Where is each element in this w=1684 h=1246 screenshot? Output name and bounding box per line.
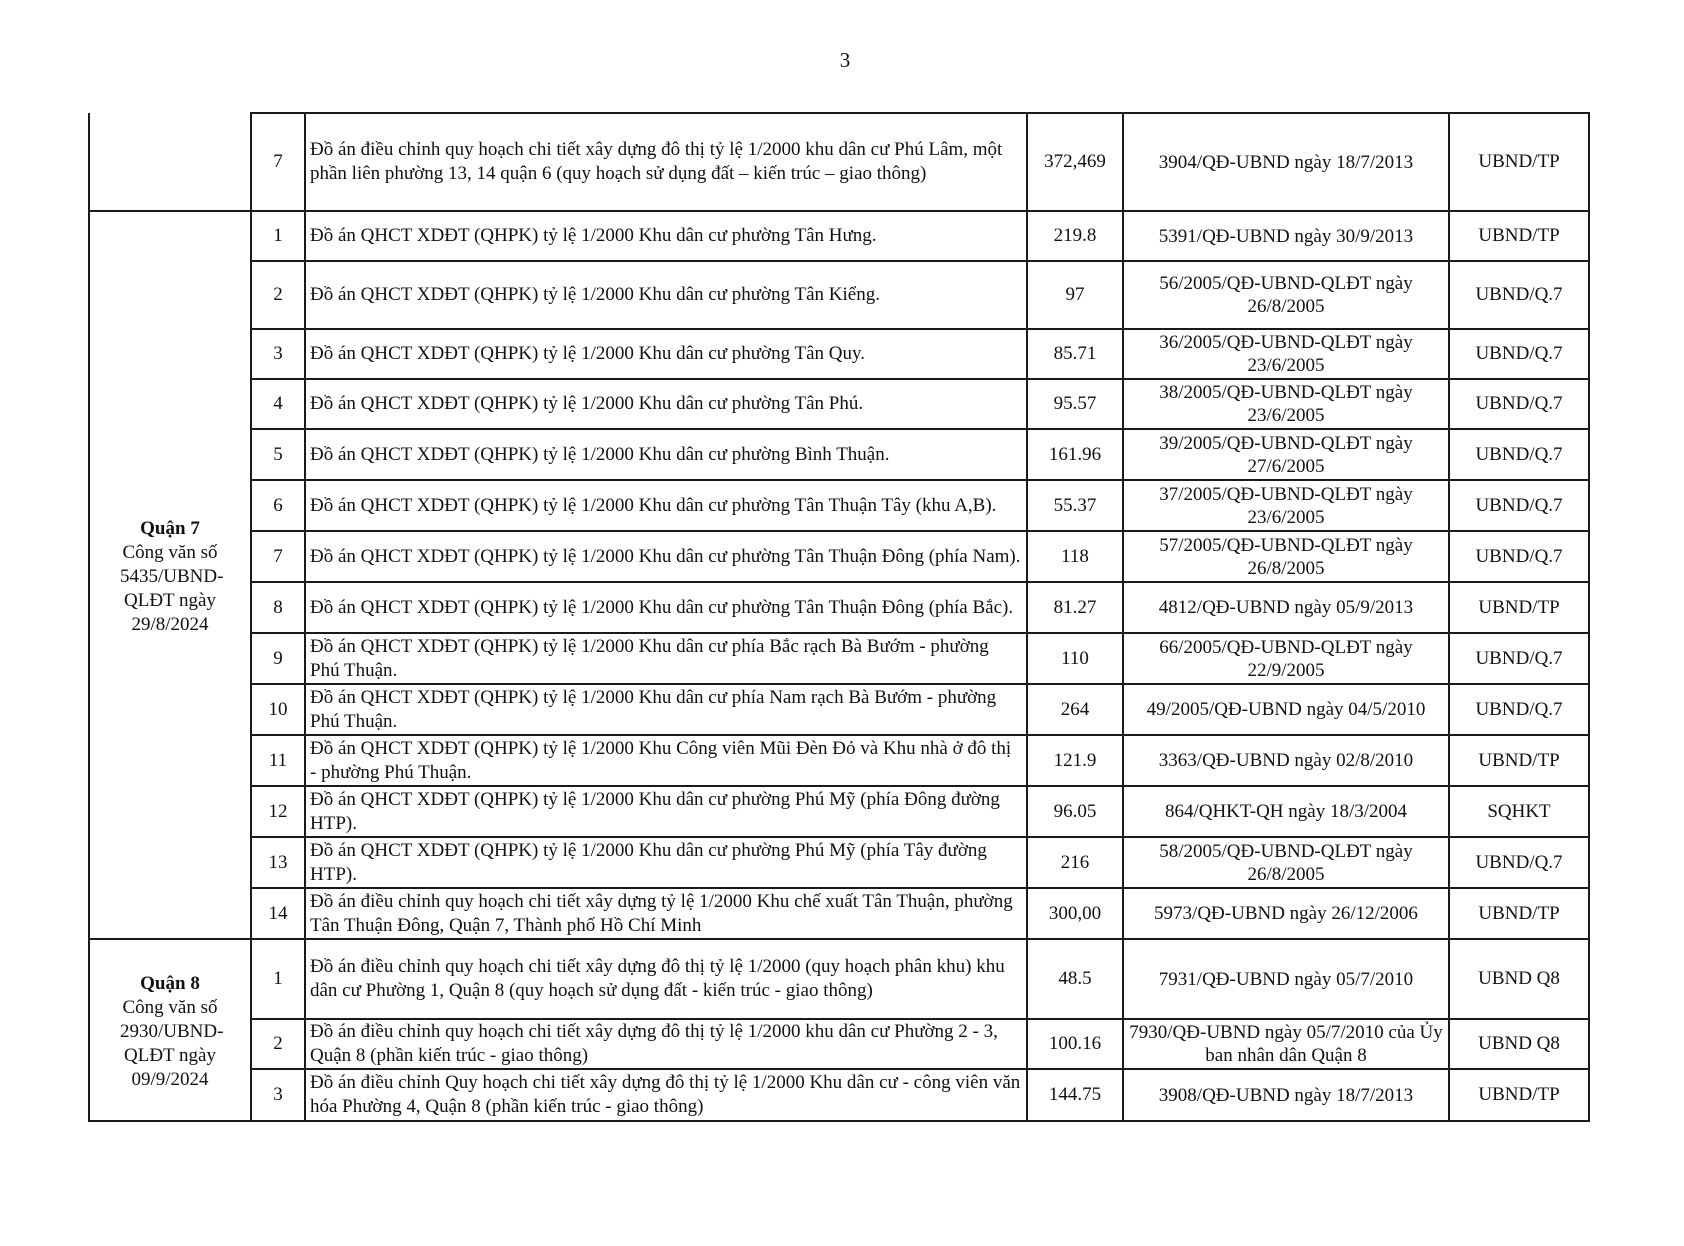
approving-authority: UBND/Q.7 — [1449, 429, 1589, 480]
table-row — [89, 939, 1589, 1019]
row-number: 13 — [251, 837, 305, 888]
area-value: 100.16 — [1027, 1019, 1123, 1069]
table-row — [89, 211, 1589, 261]
area-value: 264 — [1027, 684, 1123, 735]
planning-table — [88, 112, 1590, 1122]
table-row — [89, 531, 1589, 582]
table-row — [89, 684, 1589, 735]
decision-number: 7931/QĐ-UBND ngày 05/7/2010 — [1123, 939, 1449, 1019]
table-row — [89, 429, 1589, 480]
table-row — [89, 261, 1589, 329]
approving-authority: UBND/Q.7 — [1449, 329, 1589, 379]
row-number: 9 — [251, 633, 305, 684]
approving-authority: UBND/Q.7 — [1449, 684, 1589, 735]
district-document: Công văn số 5435/UBND-QLĐT ngày 29/8/2024 — [120, 542, 224, 635]
project-name: Đồ án điều chỉnh quy hoạch chi tiết xây dựng tỷ lệ 1/2000 Khu chế xuất Tân Thuận, phường Tân Thuận Đông, Quận 7, Thành phố Hồ Chí Minh — [305, 888, 1027, 939]
area-value: 97 — [1027, 261, 1123, 329]
row-number: 2 — [251, 1019, 305, 1069]
area-value: 144.75 — [1027, 1069, 1123, 1121]
area-value: 216 — [1027, 837, 1123, 888]
project-name: Đồ án QHCT XDĐT (QHPK) tỷ lệ 1/2000 Khu dân cư phường Tân Quy. — [305, 329, 1027, 379]
district-cell — [89, 113, 251, 211]
row-number: 3 — [251, 1069, 305, 1121]
row-number: 3 — [251, 329, 305, 379]
project-name: Đồ án điều chỉnh quy hoạch chi tiết xây dựng đô thị tỷ lệ 1/2000 (quy hoạch phân khu) khu dân cư Phường 1, Quận 8 (quy hoạch sử dụng đất - kiến trúc - giao thông) — [305, 939, 1027, 1019]
approving-authority: UBND/TP — [1449, 211, 1589, 261]
district-cell — [89, 939, 251, 1121]
area-value: 85.71 — [1027, 329, 1123, 379]
page-number: 3 — [839, 48, 851, 72]
table-row — [89, 1019, 1589, 1069]
area-value: 96.05 — [1027, 786, 1123, 837]
area-value: 95.57 — [1027, 379, 1123, 429]
approving-authority: UBND/Q.7 — [1449, 261, 1589, 329]
project-name: Đồ án điều chỉnh Quy hoạch chi tiết xây dựng đô thị tỷ lệ 1/2000 Khu dân cư - công viên văn hóa Phường 4, Quận 8 (phần kiến trúc - giao thông) — [305, 1069, 1027, 1121]
decision-number: 5973/QĐ-UBND ngày 26/12/2006 — [1123, 888, 1449, 939]
area-value: 55.37 — [1027, 480, 1123, 531]
area-value: 81.27 — [1027, 582, 1123, 633]
table-row — [89, 480, 1589, 531]
decision-number: 3363/QĐ-UBND ngày 02/8/2010 — [1123, 735, 1449, 786]
decision-number: 58/2005/QĐ-UBND-QLĐT ngày 26/8/2005 — [1123, 837, 1449, 888]
row-number: 10 — [251, 684, 305, 735]
area-value: 372,469 — [1027, 113, 1123, 211]
row-number: 7 — [251, 113, 305, 211]
table-row — [89, 113, 1589, 211]
approving-authority: UBND/Q.7 — [1449, 379, 1589, 429]
area-value: 161.96 — [1027, 429, 1123, 480]
project-name: Đồ án QHCT XDĐT (QHPK) tỷ lệ 1/2000 Khu dân cư phường Tân Thuận Đông (phía Bắc). — [305, 582, 1027, 633]
row-number: 2 — [251, 261, 305, 329]
approving-authority: UBND/TP — [1449, 113, 1589, 211]
approving-authority: UBND/Q.7 — [1449, 480, 1589, 531]
approving-authority: SQHKT — [1449, 786, 1589, 837]
project-name: Đồ án QHCT XDĐT (QHPK) tỷ lệ 1/2000 Khu dân cư phường Tân Hưng. — [305, 211, 1027, 261]
approving-authority: UBND/TP — [1449, 735, 1589, 786]
table-row — [89, 329, 1589, 379]
decision-number: 3904/QĐ-UBND ngày 18/7/2013 — [1123, 113, 1449, 211]
area-value: 110 — [1027, 633, 1123, 684]
area-value: 48.5 — [1027, 939, 1123, 1019]
project-name: Đồ án QHCT XDĐT (QHPK) tỷ lệ 1/2000 Khu dân cư phía Nam rạch Bà Bướm - phường Phú Thuận. — [305, 684, 1027, 735]
table-row — [89, 786, 1589, 837]
table-row — [89, 888, 1589, 939]
area-value: 300,00 — [1027, 888, 1123, 939]
row-number: 7 — [251, 531, 305, 582]
approving-authority: UBND/Q.7 — [1449, 837, 1589, 888]
approving-authority: UBND/TP — [1449, 582, 1589, 633]
decision-number: 5391/QĐ-UBND ngày 30/9/2013 — [1123, 211, 1449, 261]
decision-number: 4812/QĐ-UBND ngày 05/9/2013 — [1123, 582, 1449, 633]
decision-number: 37/2005/QĐ-UBND-QLĐT ngày 23/6/2005 — [1123, 480, 1449, 531]
decision-number: 66/2005/QĐ-UBND-QLĐT ngày 22/9/2005 — [1123, 633, 1449, 684]
project-name: Đồ án QHCT XDĐT (QHPK) tỷ lệ 1/2000 Khu dân cư phường Bình Thuận. — [305, 429, 1027, 480]
district-name: Quận 8 — [140, 973, 200, 994]
project-name: Đồ án điều chỉnh quy hoạch chi tiết xây dựng đô thị tỷ lệ 1/2000 khu dân cư Phú Lâm, một phần liên phường 13, 14 quận 6 (quy hoạch sử dụng đất – kiến trúc – giao thông) — [305, 113, 1027, 211]
approving-authority: UBND/TP — [1449, 888, 1589, 939]
district-cell — [89, 211, 251, 939]
row-number: 6 — [251, 480, 305, 531]
row-number: 8 — [251, 582, 305, 633]
table-row — [89, 633, 1589, 684]
decision-number: 39/2005/QĐ-UBND-QLĐT ngày 27/6/2005 — [1123, 429, 1449, 480]
decision-number: 7930/QĐ-UBND ngày 05/7/2010 của Ủy ban nhân dân Quận 8 — [1123, 1019, 1449, 1069]
project-name: Đồ án QHCT XDĐT (QHPK) tỷ lệ 1/2000 Khu dân cư phường Tân Phú. — [305, 379, 1027, 429]
area-value: 219.8 — [1027, 211, 1123, 261]
project-name: Đồ án QHCT XDĐT (QHPK) tỷ lệ 1/2000 Khu dân cư phía Bắc rạch Bà Bướm - phường Phú Thuận. — [305, 633, 1027, 684]
decision-number: 864/QHKT-QH ngày 18/3/2004 — [1123, 786, 1449, 837]
table-row — [89, 837, 1589, 888]
project-name: Đồ án QHCT XDĐT (QHPK) tỷ lệ 1/2000 Khu dân cư phường Tân Thuận Tây (khu A,B). — [305, 480, 1027, 531]
row-number: 4 — [251, 379, 305, 429]
row-number: 14 — [251, 888, 305, 939]
decision-number: 49/2005/QĐ-UBND ngày 04/5/2010 — [1123, 684, 1449, 735]
table-row — [89, 735, 1589, 786]
row-number: 12 — [251, 786, 305, 837]
approving-authority: UBND/Q.7 — [1449, 633, 1589, 684]
table-row — [89, 582, 1589, 633]
district-document: Công văn số 2930/UBND-QLĐT ngày 09/9/2024 — [120, 997, 224, 1090]
decision-number: 56/2005/QĐ-UBND-QLĐT ngày 26/8/2005 — [1123, 261, 1449, 329]
project-name: Đồ án QHCT XDĐT (QHPK) tỷ lệ 1/2000 Khu dân cư phường Phú Mỹ (phía Tây đường HTP). — [305, 837, 1027, 888]
project-name: Đồ án QHCT XDĐT (QHPK) tỷ lệ 1/2000 Khu dân cư phường Tân Thuận Đông (phía Nam). — [305, 531, 1027, 582]
decision-number: 36/2005/QĐ-UBND-QLĐT ngày 23/6/2005 — [1123, 329, 1449, 379]
approving-authority: UBND Q8 — [1449, 939, 1589, 1019]
row-number: 1 — [251, 211, 305, 261]
decision-number: 57/2005/QĐ-UBND-QLĐT ngày 26/8/2005 — [1123, 531, 1449, 582]
area-value: 118 — [1027, 531, 1123, 582]
row-number: 5 — [251, 429, 305, 480]
row-number: 1 — [251, 939, 305, 1019]
decision-number: 3908/QĐ-UBND ngày 18/7/2013 — [1123, 1069, 1449, 1121]
project-name: Đồ án QHCT XDĐT (QHPK) tỷ lệ 1/2000 Khu dân cư phường Tân Kiểng. — [305, 261, 1027, 329]
project-name: Đồ án QHCT XDĐT (QHPK) tỷ lệ 1/2000 Khu dân cư phường Phú Mỹ (phía Đông đường HTP). — [305, 786, 1027, 837]
table-row — [89, 379, 1589, 429]
district-name: Quận 7 — [140, 518, 200, 539]
area-value: 121.9 — [1027, 735, 1123, 786]
project-name: Đồ án điều chỉnh quy hoạch chi tiết xây dựng đô thị tỷ lệ 1/2000 khu dân cư Phường 2 - 3, Quận 8 (phần kiến trúc - giao thông) — [305, 1019, 1027, 1069]
decision-number: 38/2005/QĐ-UBND-QLĐT ngày 23/6/2005 — [1123, 379, 1449, 429]
approving-authority: UBND Q8 — [1449, 1019, 1589, 1069]
project-name: Đồ án QHCT XDĐT (QHPK) tỷ lệ 1/2000 Khu Công viên Mũi Đèn Đỏ và Khu nhà ở đô thị - phường Phú Thuận. — [305, 735, 1027, 786]
approving-authority: UBND/TP — [1449, 1069, 1589, 1121]
table-row — [89, 1069, 1589, 1121]
row-number: 11 — [251, 735, 305, 786]
approving-authority: UBND/Q.7 — [1449, 531, 1589, 582]
